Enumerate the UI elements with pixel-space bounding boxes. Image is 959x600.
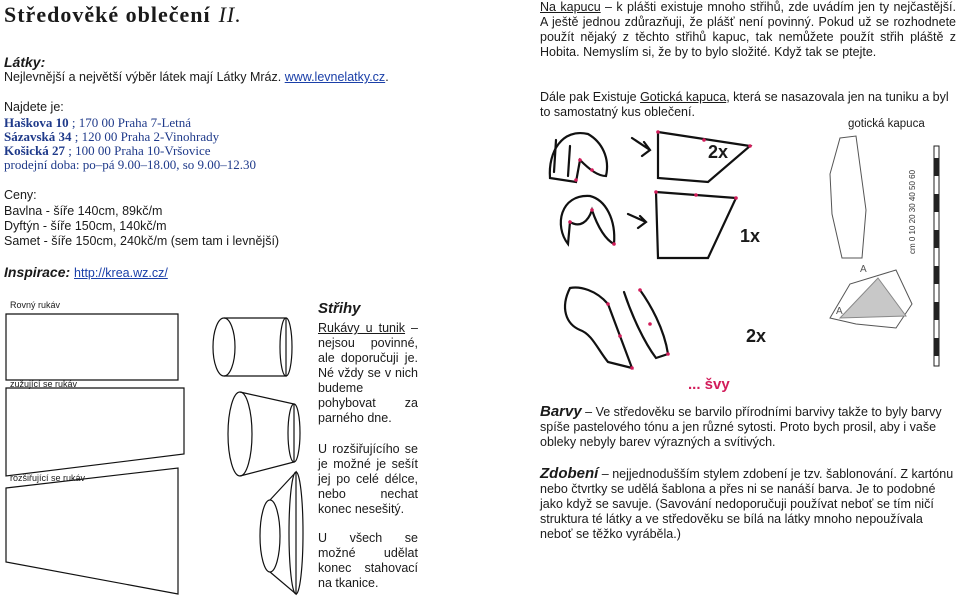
store-hours: prodejní doba: po–pá 9.00–18.00, so 9.00–12.30 <box>4 157 257 172</box>
latky-after-link: . <box>385 70 389 84</box>
strihy-section <box>318 300 418 591</box>
zdobeni-heading: Zdobení <box>540 465 599 482</box>
krea-link[interactable]: http://krea.wz.cz/ <box>74 266 168 280</box>
sleeve-label-tapering: zužující se rukáv <box>10 379 78 389</box>
hood-sketch-3a <box>565 288 632 368</box>
hood-sketch-1a <box>550 133 607 182</box>
store-name: Sázavská 34 <box>4 129 72 144</box>
stores-list <box>4 116 424 172</box>
sleeve-patterns <box>0 292 310 597</box>
kapuce-rest: – k plášti existuje mnoho střihů, zde uvádím jen ty nejčastější. A ještě jednou zdůrazňuji, že plášť není povinný. Pokud už se rozhodnete použít nějaký z těchto střihů kapuc, tak nemůžete použít střih pláště z Hobita. Nemyslím si, že by to bylo složité. Když tak se ptejte. <box>540 0 956 59</box>
strihy-p3: U všech se možné udělat konec stahovací na tkanice. <box>318 531 418 590</box>
title-text: Středověké oblečení <box>4 2 211 27</box>
kapuce-underlined: Na kapucu <box>540 0 601 14</box>
widening-sleeve-opening <box>260 500 280 572</box>
seams-legend: ... švy <box>688 376 730 393</box>
gothic-after: , která se nasazovala jen na tuniku a byl to samostatný kus oblečení. <box>540 90 949 119</box>
price-line: Bavlna - šíře 140cm, 89kč/m <box>4 204 163 218</box>
gothic-before: Dále pak Existuje <box>540 90 641 104</box>
zdobeni-paragraph <box>540 466 958 542</box>
levnelatky-link[interactable]: www.levnelatky.cz <box>284 70 386 84</box>
straight-sleeve-tube <box>224 318 286 376</box>
price-line: Dyftýn - šíře 150cm, 140kč/m <box>4 219 167 233</box>
mark-1x: 1x <box>740 226 761 246</box>
gothic-letter-a1: A <box>860 264 867 275</box>
store-address: ; 170 00 Praha 7-Letná <box>68 115 192 130</box>
latky-heading: Látky: <box>4 54 46 70</box>
hood-sketch-2a <box>561 196 614 244</box>
arrow-1 <box>632 138 650 156</box>
ceny-heading: Ceny: <box>4 188 37 202</box>
gothic-underlined: Gotická kapuca <box>640 90 727 104</box>
strihy-p1-underlined: Rukávy u tunik <box>318 321 406 335</box>
gothic-hood-upper <box>830 136 866 258</box>
gothic-hood-label: gotická kapuca <box>848 118 925 130</box>
ceny-list <box>4 204 279 249</box>
strihy-p1 <box>318 321 418 426</box>
hood-sketches <box>540 118 959 396</box>
title-number: II. <box>218 2 242 27</box>
store-line <box>4 144 424 158</box>
sleeve-label-widening: rozšiřující se rukáv <box>10 473 86 483</box>
inspirace-row <box>4 264 168 280</box>
straight-sleeve-opening <box>213 318 235 376</box>
gothic-paragraph <box>540 90 956 120</box>
page-title <box>4 2 242 28</box>
inspirace-heading: Inspirace: <box>4 264 71 280</box>
strihy-heading: Střihy <box>318 300 361 317</box>
measure-ruler <box>934 146 939 366</box>
kapuce-paragraph <box>540 0 956 60</box>
widening-sleeve-tube <box>270 472 296 594</box>
seam-marker-dots <box>568 130 752 370</box>
gothic-letter-a2: A <box>836 306 843 317</box>
barvy-paragraph <box>540 404 958 450</box>
ruler-label: cm 0 10 20 30 40 50 60 <box>908 169 917 254</box>
store-name: Košická 27 <box>4 143 66 158</box>
hood-sketch-1a-lines <box>554 140 570 176</box>
tapering-sleeve-opening <box>228 392 252 476</box>
zdobeni-text: – nejjednodušším stylem zdobení je tzv. šablonování. Z kartónu nebo čtvrtky se udělá šablona a přes ni se nanáší barva. Je to podobné jako když se savuje. (Savování nedoporučuji používat neboť se tím ničí struktura té látky a ve středověku se bílá na látky mnoho nepoužívala neboť se těžko vyráběla.) <box>540 467 954 541</box>
store-line <box>4 116 424 130</box>
store-name: Haškova 10 <box>4 115 69 130</box>
mark-2x-bottom: 2x <box>746 326 767 346</box>
price-line: Samet - šíře 150cm, 240kč/m (sem tam i levnější) <box>4 234 280 248</box>
straight-sleeve-shape <box>6 314 178 380</box>
hood-sketch-2b <box>656 192 736 258</box>
tapering-sleeve-shape <box>6 388 184 476</box>
sleeve-label-straight: Rovný rukáv <box>10 300 61 310</box>
widening-sleeve-shape <box>6 468 178 594</box>
arrow-2 <box>628 214 646 228</box>
latky-intro: Nejlevnější a největší výběr látek mají Látky Mráz. <box>4 70 282 84</box>
store-address: ; 120 00 Praha 2-Vinohrady <box>71 129 220 144</box>
hood-sketch-3b <box>624 290 668 358</box>
strihy-p1-rest: – nejsou povinné, ale doporučuji je. Né vždy se v nich budeme pohybovat za parného dne. <box>318 321 418 425</box>
strihy-p2: U rozšiřujícího se je možné je sešít jej po celé délce, nebo nechat konec nesešitý. <box>318 442 418 516</box>
latky-paragraph <box>4 70 474 85</box>
store-address: ; 100 00 Praha 10-Vršovice <box>65 143 211 158</box>
barvy-heading: Barvy <box>540 403 582 420</box>
barvy-text: – Ve středověku se barvilo přírodními barvivy takže to byly barvy spíše pastelového tónu a jen různé sytosti. Proto bych prosil, aby i vaše obleky nebyly barev výrazných a svítivých. <box>540 405 942 449</box>
mark-2x-top: 2x <box>708 142 729 162</box>
stores-intro: Najdete je: <box>4 100 64 114</box>
store-line <box>4 130 424 144</box>
